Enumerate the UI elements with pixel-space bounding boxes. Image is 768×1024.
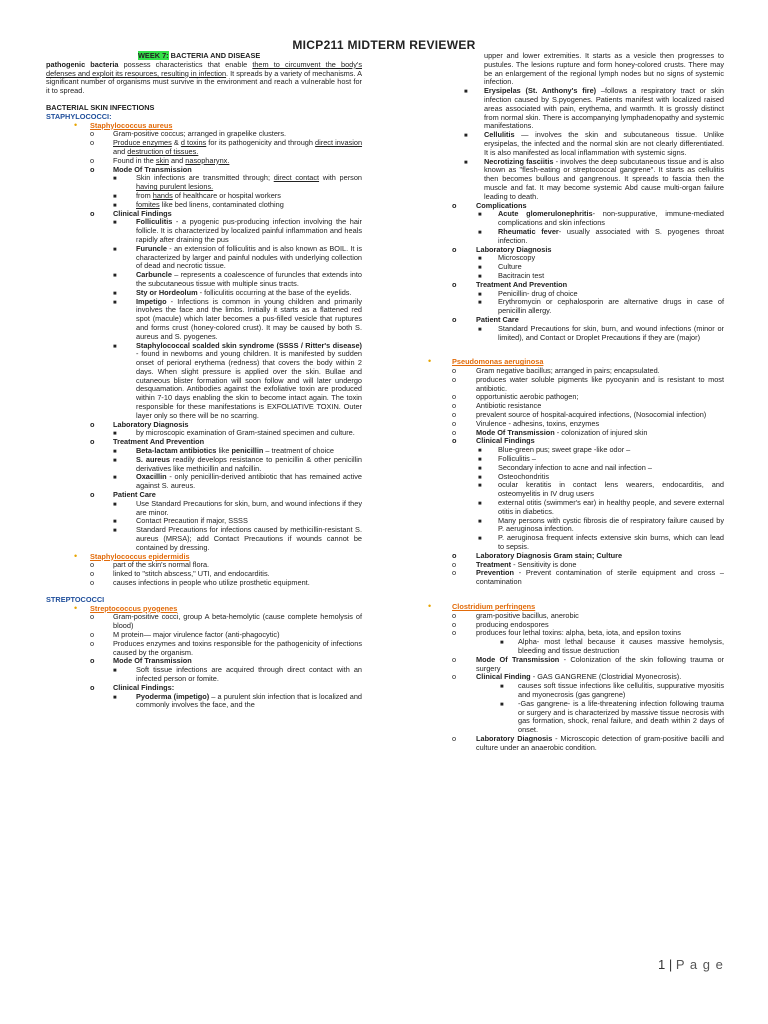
item-text: Pyoderma (impetigo)	[136, 691, 210, 701]
item-text: P. aeruginosa frequent infects extensive skin burns, which can lead to sepsis.	[498, 533, 724, 552]
item-text: - Microscopic detection of gram-positive bacilli and culture under an anaerobic condition.	[476, 733, 724, 752]
item-text: Treatment	[476, 559, 512, 569]
item-text: Penicillin- drug of choice	[498, 288, 578, 298]
item-text: Clinical Findings	[476, 436, 535, 446]
item-text: by microscopic examination of Gram-stained specimen and culture.	[136, 428, 355, 438]
list-item	[418, 263, 724, 272]
bullet-square-icon: ■	[478, 291, 482, 298]
list-item	[46, 613, 362, 631]
item-text: Patient Care	[476, 314, 519, 324]
list-item	[418, 429, 724, 438]
item-text: - found in newborns and young children. It is manifested by sudden onset of perioral erythema (redness) that covers the body within 2 days. When slight pressure is applied over the skin. Bullae and cutaneous blister formation will soon follow and will later undergo desquamation. Antibodies against the exfoliative toxin are produced within 7-10 days enabling the skin to become intact again. The toxin responsible for these manifestations is EXFOLIATIVE TOXIN. Outer layer only so there will be no scarring.	[136, 349, 362, 420]
item-text: -Gas gangrene- is a life-threatening infection following trauma or surgery and is characterized by massive tissue necrosis with gas formation, shock, renal failure, and death within 2 days of onset.	[518, 698, 724, 735]
item-text: Cellulitis	[484, 130, 515, 140]
intro-paragraph	[46, 61, 362, 96]
item-text: &	[171, 138, 181, 148]
organism-name: Staphylococcus epidermidis	[90, 551, 190, 561]
item-text: –follows a respiratory tract or skin infection caused by S.pyogenes. Patients manifest with localized raised areas associated with pain, erythema, and warmth. It is grossly distinct from normal skin. There is accompanying lymphadenopathy and systemic manifestations.	[484, 86, 725, 131]
list-item	[418, 499, 724, 517]
bullet-circle-icon: o	[90, 569, 95, 579]
bullet-square-icon: ■	[478, 256, 482, 263]
bullet-square-icon: ■	[113, 694, 117, 701]
bullet-square-icon: ■	[113, 299, 117, 306]
item-text: Treatment And Prevention	[113, 437, 205, 447]
item-text: and	[113, 146, 128, 156]
list-item	[46, 245, 362, 271]
bullet-circle-icon: o	[452, 410, 457, 420]
bullet-circle-icon: o	[452, 654, 457, 664]
bullet-circle-icon: o	[90, 129, 95, 139]
item-text: d toxins	[180, 138, 207, 148]
item-text: - Prevent contamination of sterile equipment and cross – contamination	[476, 568, 724, 587]
organism-name: Staphylococcus aureus	[90, 120, 173, 130]
item-text: Staphylococcal scalded skin syndrome (SSSS / Ritter's disease)	[136, 340, 362, 350]
bullet-square-icon: ■	[113, 668, 117, 675]
list-item	[418, 638, 724, 656]
list-item	[46, 666, 362, 684]
bullet-dot-icon: •	[74, 550, 78, 561]
item-text: - only penicillin-derived antibiotic that has remained active against S. aureus.	[136, 472, 362, 491]
item-text: causes soft tissue infections like cellulitis, suppurative myositis and myonecrosis (gas gangrene)	[518, 681, 724, 699]
page-footer	[658, 957, 724, 972]
subsection-heading: STAPHYLOCOCCI:	[46, 111, 112, 121]
list-item	[46, 174, 362, 192]
list-item	[418, 446, 724, 455]
list-item	[418, 517, 724, 535]
bullet-square-icon: ■	[500, 684, 504, 691]
list-item	[46, 342, 362, 421]
list-item	[46, 640, 362, 658]
item-text: Mode Of Transmission	[476, 654, 560, 664]
bullet-square-icon: ■	[478, 501, 482, 508]
list-item	[418, 656, 724, 674]
item-text: Laboratory Diagnosis	[476, 244, 552, 254]
item-text: Furuncle	[136, 243, 168, 253]
week-title: BACTERIA AND DISEASE	[170, 51, 261, 60]
item-text: - GAS GANGRENE (Clostridial Myonecrosis).	[530, 672, 682, 682]
item-text: - Colonization of the skin following trauma or surgery	[476, 654, 724, 673]
list-item	[418, 87, 724, 131]
item-text: Secondary infection to acne and nail infection –	[498, 462, 652, 472]
bullet-circle-icon: o	[452, 374, 457, 384]
bullet-square-icon: ■	[478, 474, 482, 481]
item-text: – treatment of choice	[263, 446, 334, 456]
list-item	[46, 139, 362, 157]
item-text: - usually associated with S. pyogenes throat infection.	[498, 226, 724, 245]
item-text: Erythromycin or cephalosporin are alternative drugs in case of penicillin allergy.	[498, 297, 724, 316]
item-text: readily develops resistance to penicillin & other penicillin derivatives like methicillin and nafcillin.	[136, 454, 362, 473]
item-text: Produces enzymes and toxins responsible for the pathogenicity of infections caused by the organism.	[113, 638, 362, 657]
item-text: Necrotizing fasciitis	[484, 156, 554, 166]
list-item	[418, 228, 724, 246]
item-text: Soft tissue infections are acquired through direct contact with an infected person or fomite.	[136, 665, 362, 683]
item-text: direct invasion	[315, 138, 363, 148]
item-text: Culture	[498, 262, 522, 272]
bullet-square-icon: ■	[113, 273, 117, 280]
item-text: Laboratory Diagnosis	[476, 733, 553, 743]
bullet-circle-icon: o	[452, 559, 457, 569]
list-item	[418, 325, 724, 343]
item-text: of healthcare or hospital workers	[172, 190, 281, 200]
bullet-square-icon: ■	[478, 229, 482, 236]
bullet-circle-icon: o	[452, 568, 457, 578]
item-text: Clinical Findings	[113, 208, 172, 218]
item-text: Mode Of Transmission	[476, 427, 555, 437]
page-number: 1	[658, 957, 666, 972]
item-text: - a pyogenic pus-producing infection involving the hair follicle. It is characterized by localized painful inflammation and heals rapidly after draining the pus	[136, 217, 362, 244]
bullet-circle-icon: o	[452, 314, 457, 324]
footer-separator: |	[665, 957, 676, 972]
bullet-square-icon: ■	[113, 246, 117, 253]
list-item	[418, 272, 724, 281]
bullet-square-icon: ■	[113, 176, 117, 183]
item-text: S. aureus	[136, 454, 170, 464]
bullet-square-icon: ■	[113, 220, 117, 227]
list-item	[418, 682, 724, 700]
item-text: Alpha- most lethal because it causes massive hemolysis, bleeding and tissue destruction	[518, 637, 724, 655]
item-text: from	[136, 190, 153, 200]
bullet-square-icon: ■	[113, 202, 117, 209]
item-text: and	[168, 155, 186, 165]
bullet-square-icon: ■	[113, 431, 117, 438]
item-text: Folliculitis –	[498, 454, 536, 464]
item-text: - an extension of folliculitis and is also known as BOIL. It is characterized by larger and painful nodules with underlying collection of dead and necrotic tissue.	[136, 243, 362, 271]
bullet-circle-icon: o	[452, 619, 457, 629]
bullet-square-icon: ■	[113, 457, 117, 464]
list-item	[418, 735, 724, 753]
intro-bold: pathogenic bacteria	[46, 59, 119, 69]
document-title: MICP211 MIDTERM REVIEWER	[292, 38, 476, 52]
item-text: for its pathogenicity and through	[206, 138, 316, 148]
organism-name: Clostridium perfringens	[452, 602, 536, 612]
item-text: Bacitracin test	[498, 270, 545, 280]
bullet-square-icon: ■	[500, 640, 504, 647]
item-text: Many persons with cystic fibrosis die of respiratory failure caused by P. aeruginosa infection.	[498, 515, 724, 534]
item-text: - Sensitivity is done	[511, 559, 577, 569]
list-item	[46, 218, 362, 244]
bullet-circle-icon: o	[90, 682, 95, 692]
bullet-square-icon: ■	[464, 159, 468, 166]
bullet-circle-icon: o	[90, 638, 95, 648]
item-text: – represents a coalescence of furuncles that extends into the subcutaneous tissue with multiple sinus tracts.	[136, 270, 362, 288]
item-text: Osteochondritis	[498, 471, 550, 481]
bullet-circle-icon: o	[452, 279, 457, 289]
list-item	[418, 464, 724, 473]
bullet-circle-icon: o	[90, 656, 95, 666]
bullet-circle-icon: o	[90, 164, 95, 174]
item-text: Standard Precautions for infections caused by methicillin-resistant S. aureus (MRSA); add Contact Precautions if wounds cannot be contained by dressing.	[136, 525, 362, 552]
bullet-circle-icon: o	[452, 733, 457, 743]
list-item	[418, 481, 724, 499]
item-text: Virulence - adhesins, toxins, enzymes	[476, 418, 600, 428]
item-text: Gram-positive cocci, group A beta-hemolytic (cause complete hemolysis of blood)	[113, 612, 362, 631]
item-text: destruction of tissues.	[127, 146, 199, 156]
item-text: hands	[152, 190, 173, 200]
list-item	[418, 612, 724, 621]
list-item	[46, 298, 362, 342]
item-text: Gram negative bacillus; arranged in pairs; encapsulated.	[476, 366, 660, 376]
bullet-circle-icon: o	[452, 366, 457, 376]
item-text: gram-positive bacillus, anerobic	[476, 610, 579, 620]
right-column	[418, 52, 724, 753]
item-text: Use Standard Precautions for skin, burn, and wound infections if they are minor.	[136, 498, 362, 517]
item-text: Impetigo	[136, 296, 167, 306]
bullet-circle-icon: o	[90, 138, 95, 148]
item-text: Patient Care	[113, 490, 156, 500]
item-text: Oxacillin	[136, 472, 167, 482]
item-text: produces water soluble pigments like pyocyanin and is resistant to most antibiotic.	[476, 374, 724, 393]
list-item	[418, 158, 724, 202]
item-text: external otitis (swimmer's ear) in healthy people, and severe external otitis in diabetics.	[498, 498, 724, 516]
bullet-square-icon: ■	[478, 536, 482, 543]
list-item-continued	[418, 52, 724, 87]
bullet-square-icon: ■	[478, 273, 482, 280]
item-text: Laboratory Diagnosis	[113, 419, 189, 429]
bullet-square-icon: ■	[464, 133, 468, 140]
bullet-circle-icon: o	[452, 244, 457, 254]
item-text: Skin infections are transmitted through;	[136, 173, 274, 183]
bullet-square-icon: ■	[478, 465, 482, 472]
list-item	[418, 298, 724, 316]
bullet-square-icon: ■	[478, 483, 482, 490]
item-text: Prevention	[476, 568, 514, 578]
item-text: linked to "stitch abscess," UTI, and endocarditis.	[113, 569, 270, 579]
intro-text: possess characteristics that enable	[118, 59, 253, 69]
list-item	[418, 246, 724, 255]
item-text: Produce enzymes	[113, 138, 172, 148]
bullet-square-icon: ■	[478, 518, 482, 525]
item-text: fomites	[136, 199, 160, 209]
section-heading: BACTERIAL SKIN INFECTIONS	[46, 102, 155, 112]
item-text: – a purulent skin infection that is localized and commonly involves the face, and the	[136, 691, 362, 710]
bullet-circle-icon: o	[452, 628, 457, 638]
item-text: Mode Of Transmission	[113, 164, 192, 174]
bullet-circle-icon: o	[90, 630, 95, 639]
bullet-square-icon: ■	[478, 212, 482, 219]
bullet-circle-icon: o	[452, 392, 457, 402]
bullet-circle-icon: o	[452, 550, 457, 560]
bullet-square-icon: ■	[113, 193, 117, 200]
intro-text-end: . It spreads by a variety of mechanisms. A significant number of organisms must survive in the environment and reach a vulnerable host for it to spread.	[46, 68, 362, 96]
page-word: P a g e	[675, 957, 724, 972]
item-text: nasopharynx.	[185, 155, 230, 165]
item-text: Antibiotic resistance	[476, 401, 542, 411]
list-item	[46, 456, 362, 474]
item-text: Microscopy	[498, 253, 536, 263]
item-text: Laboratory Diagnosis Gram stain; Culture	[476, 550, 623, 560]
bullet-circle-icon: o	[452, 436, 457, 446]
organism-name: Streptococcus pyogenes	[90, 603, 178, 613]
bullet-square-icon: ■	[478, 300, 482, 307]
bullet-circle-icon: o	[90, 560, 95, 570]
bullet-circle-icon: o	[452, 418, 457, 428]
item-text: - colonization of injured skin	[554, 427, 648, 437]
item-text: like	[216, 446, 232, 456]
item-text: producing endospores	[476, 619, 549, 629]
bullet-square-icon: ■	[113, 501, 117, 508]
bullet-circle-icon: o	[90, 490, 95, 500]
list-item	[418, 210, 724, 228]
list-item	[46, 579, 362, 588]
item-text: Complications	[476, 200, 527, 210]
item-text: Found in the	[113, 155, 156, 165]
bullet-square-icon: ■	[113, 528, 117, 535]
bullet-circle-icon: o	[452, 610, 457, 620]
item-text: Mode Of Transmission	[113, 656, 192, 666]
bullet-circle-icon: o	[452, 427, 457, 437]
list-item	[46, 271, 362, 289]
item-text: Carbuncle	[136, 270, 172, 280]
bullet-square-icon: ■	[464, 89, 468, 96]
bullet-circle-icon: o	[90, 437, 95, 447]
list-item	[418, 376, 724, 394]
bullet-circle-icon: o	[90, 612, 95, 622]
item-text: Erysipelas (St. Anthony's fire)	[484, 86, 597, 96]
item-text: Contact Precaution if major, SSSS	[136, 516, 248, 526]
item-text: Beta-lactam antibiotics	[136, 446, 217, 456]
item-text: prevalent source of hospital-acquired infections, (Nosocomial infection)	[476, 410, 707, 420]
bullet-square-icon: ■	[113, 290, 117, 297]
list-item	[418, 254, 724, 263]
item-text: causes infections in people who utilize prosthetic equipment.	[113, 578, 310, 588]
bullet-circle-icon: o	[90, 578, 95, 588]
item-text: skin	[155, 155, 169, 165]
item-text: Clinical Findings:	[113, 682, 175, 692]
item-text: Acute glomerulonephritis	[498, 209, 593, 219]
item-text: ocular keratitis in contact lens wearers, endocarditis, and osteomyelitis in IV drug users	[498, 480, 724, 499]
list-item	[46, 526, 362, 552]
intro-underline: them to circumvent the body's defenses and exploit its resources, resulting in infection	[46, 59, 363, 78]
organism-name: Pseudomonas aeruginosa	[452, 357, 544, 367]
item-text: - involves the deep subcutaneous tissue and is also known as "flesh-eating or streptococcal gangrene". It starts as cellulitis then becomes bullous and gangrenous. It spreads to fascia then the muscle and fat. It may become systemic Abd cause multi-organ failure leading to death.	[484, 156, 725, 201]
bullet-square-icon: ■	[478, 265, 482, 272]
bullet-square-icon: ■	[113, 475, 117, 482]
item-text: Blue-green pus; sweet grape -like odor –	[498, 445, 631, 455]
item-text: direct contact	[273, 173, 320, 183]
item-text: upper and lower extremities. It starts as a vesicle then progresses to pustules. The lesions rupture and form honey-colored crusts. There may be an enlargement of the regional lymph nodes but no signs of systemic infection.	[484, 51, 724, 87]
item-text: Gram-positive coccus; arranged in grapelike clusters.	[113, 129, 287, 139]
bullet-circle-icon: o	[90, 208, 95, 218]
item-text: M protein— major virulence factor (anti-phagocytic)	[113, 630, 280, 639]
item-text: penicillin	[231, 446, 264, 456]
week-tag: WEEK 7:	[138, 51, 169, 60]
list-item	[46, 473, 362, 491]
list-item	[418, 393, 724, 402]
list-item	[46, 693, 362, 711]
bullet-circle-icon: o	[90, 155, 95, 165]
bullet-dot-icon: •	[428, 601, 432, 612]
list-item	[46, 500, 362, 518]
bullet-dot-icon: •	[74, 119, 78, 130]
item-text: opportunistic aerobic pathogen;	[476, 392, 579, 402]
bullet-dot-icon: •	[74, 602, 78, 613]
bullet-square-icon: ■	[113, 519, 117, 526]
left-column	[46, 52, 362, 710]
item-text: produces four lethal toxins: alpha, beta, iota, and epsilon toxins	[476, 628, 681, 638]
bullet-square-icon: ■	[113, 343, 117, 350]
item-text: Folliculitis	[136, 217, 173, 227]
bullet-circle-icon: o	[90, 419, 95, 429]
item-text: with person	[319, 173, 362, 183]
item-text: part of the skin's normal flora.	[113, 560, 210, 570]
item-text: Clinical Finding	[476, 672, 531, 682]
item-text: Standard Precautions for skin, burn, and wound infections (minor or limited), and Contact or Droplet Precautions if they are (major)	[498, 323, 724, 342]
list-item	[418, 131, 724, 157]
list-item	[418, 569, 724, 587]
bullet-square-icon: ■	[478, 326, 482, 333]
item-text: having purulent lesions.	[136, 182, 214, 192]
list-item	[418, 534, 724, 552]
bullet-circle-icon: o	[452, 200, 457, 210]
bullet-square-icon: ■	[500, 701, 504, 708]
item-text: Treatment And Prevention	[476, 279, 568, 289]
item-text: - non-suppurative, immune-mediated complications and skin infections	[498, 209, 725, 228]
bullet-circle-icon: o	[452, 401, 457, 411]
item-text: Sty or Hordeolum	[136, 287, 198, 297]
bullet-square-icon: ■	[478, 457, 482, 464]
item-text: like bed linens, contaminated clothing	[159, 199, 284, 209]
item-text: Rheumatic fever	[498, 226, 559, 236]
item-text: - Infections is common in young children and primarily involves the face and the limbs. Initially it starts as a flattened red spot (macule) which later becomes a pus-filled vesicle that ruptures and forms crust (honey-colored crust). It may be caused by both S. aureus and S. pyogenes.	[136, 296, 362, 341]
bullet-dot-icon: •	[428, 356, 432, 367]
item-text: - folliculitis occurring at the base of the eyelids.	[197, 287, 352, 297]
item-text: — involves the skin and subcutaneous tissue. Unlike erysipelas, the infected and the normal skin are not clearly differentiated. It is also manifested as local inflammation with systemic signs.	[484, 130, 724, 157]
list-item	[418, 700, 724, 735]
bullet-square-icon: ■	[478, 448, 482, 455]
bullet-circle-icon: o	[452, 672, 457, 682]
bullet-square-icon: ■	[113, 449, 117, 456]
subsection-heading: STREPTOCOCCI	[46, 594, 105, 604]
